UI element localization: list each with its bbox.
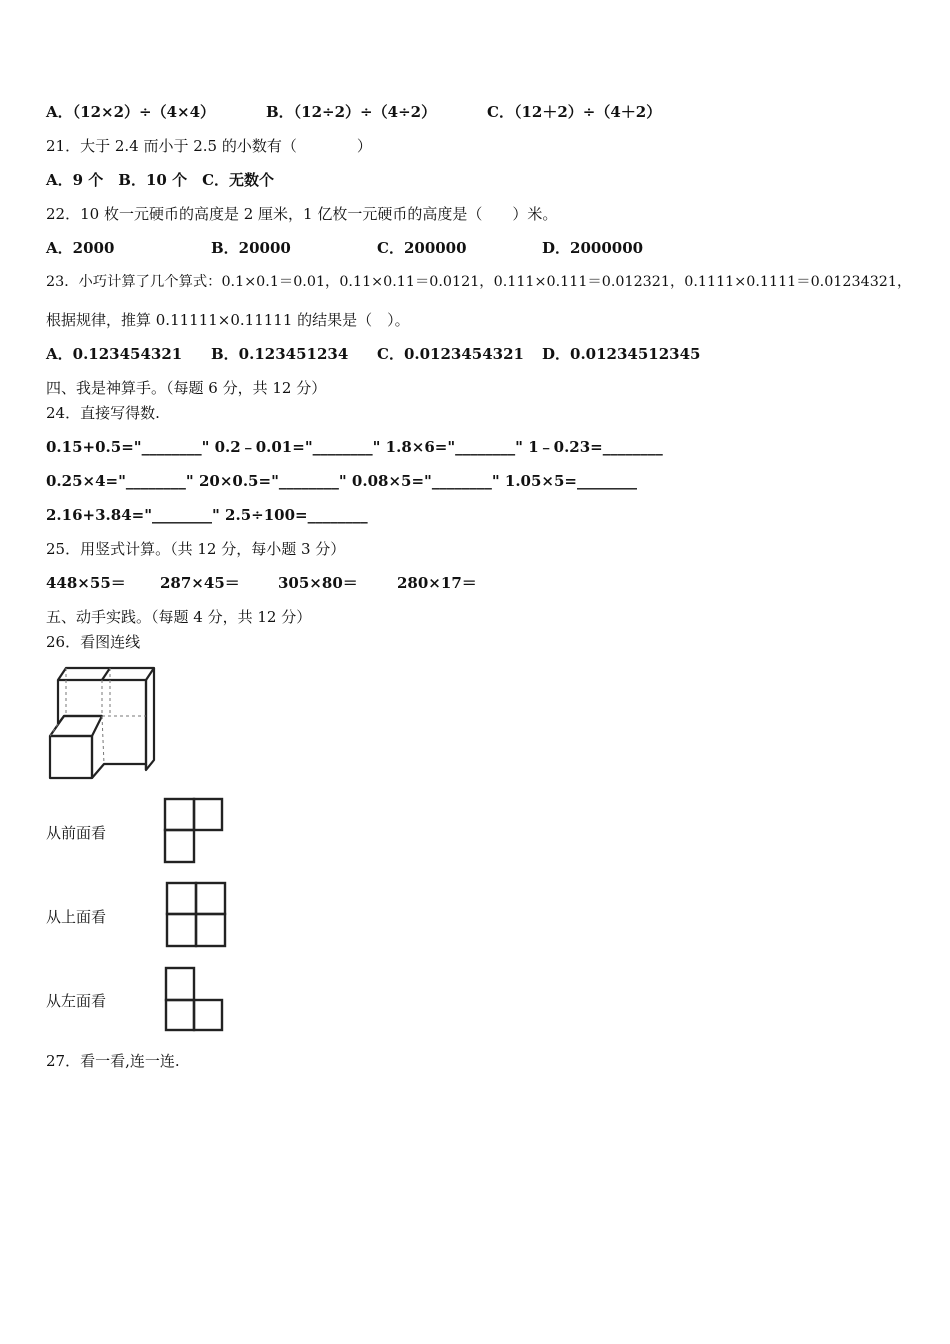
q20-option-a: A．（12×2）÷（4×4） [46, 103, 216, 121]
cube-figure [44, 664, 160, 782]
section5-title: 五、动手实践。（每题 4 分，共 12 分） [46, 608, 312, 626]
q25-item-3: 305×80＝ [278, 574, 358, 592]
q23-question-line2: 根据规律，推算 0.11111×0.11111 的结果是（ ）。 [46, 311, 410, 329]
q27-title: 27．看一看,连一连. [46, 1052, 180, 1070]
q23-option-d: D．0.01234512345 [542, 345, 701, 363]
front-view-diagram [162, 796, 226, 866]
q22-option-d: D．2000000 [542, 239, 644, 257]
q25-item-4: 280×17＝ [397, 574, 477, 592]
q23-option-b: B．0.123451234 [211, 345, 349, 363]
view-label-left: 从左面看 [46, 992, 107, 1010]
q22-question: 22．10 枚一元硬币的高度是 2 厘米，1 亿枚一元硬币的高度是（ ）米。 [46, 205, 558, 223]
q23-option-c: C．0.0123454321 [377, 345, 524, 363]
q20-option-b: B．（12÷2）÷（4÷2） [266, 103, 437, 121]
q25-item-2: 287×45＝ [160, 574, 240, 592]
q20-option-c: C．（12＋2）÷（4＋2） [487, 103, 662, 121]
view-label-top: 从上面看 [46, 908, 107, 926]
q25-title: 25．用竖式计算。（共 12 分，每小题 3 分） [46, 540, 346, 558]
q22-option-c: C．200000 [377, 239, 467, 257]
q26-title: 26．看图连线 [46, 633, 141, 651]
q21-options: A．9 个 B．10 个 C．无数个 [46, 171, 275, 189]
q24-row-3: 2.16+3.84="________" 2.5÷100=________ [46, 506, 368, 524]
q22-option-b: B．20000 [211, 239, 291, 257]
q24-row-1: 0.15+0.5="________" 0.2﹣0.01="________" 1.8×6="________" 1﹣0.23=________ [46, 438, 663, 456]
q22-option-a: A．2000 [46, 239, 115, 257]
q24-row-2: 0.25×4="________" 20×0.5="________" 0.08×5="________" 1.05×5=________ [46, 472, 637, 490]
view-label-front: 从前面看 [46, 824, 107, 842]
left-view-diagram [162, 964, 226, 1034]
q25-item-1: 448×55＝ [46, 574, 126, 592]
q21-question: 21．大于 2.4 而小于 2.5 的小数有（ ） [46, 137, 372, 155]
q23-option-a: A．0.123454321 [46, 345, 183, 363]
top-view-diagram [162, 880, 230, 950]
q24-title: 24．直接写得数. [46, 404, 160, 422]
q23-question-line1: 23．小巧计算了几个算式：0.1×0.1＝0.01，0.11×0.11＝0.0121，0.111×0.111＝0.012321，0.1111×0.1111＝0.01234321， [46, 274, 912, 290]
section4-title: 四、我是神算手。（每题 6 分，共 12 分） [46, 379, 327, 397]
